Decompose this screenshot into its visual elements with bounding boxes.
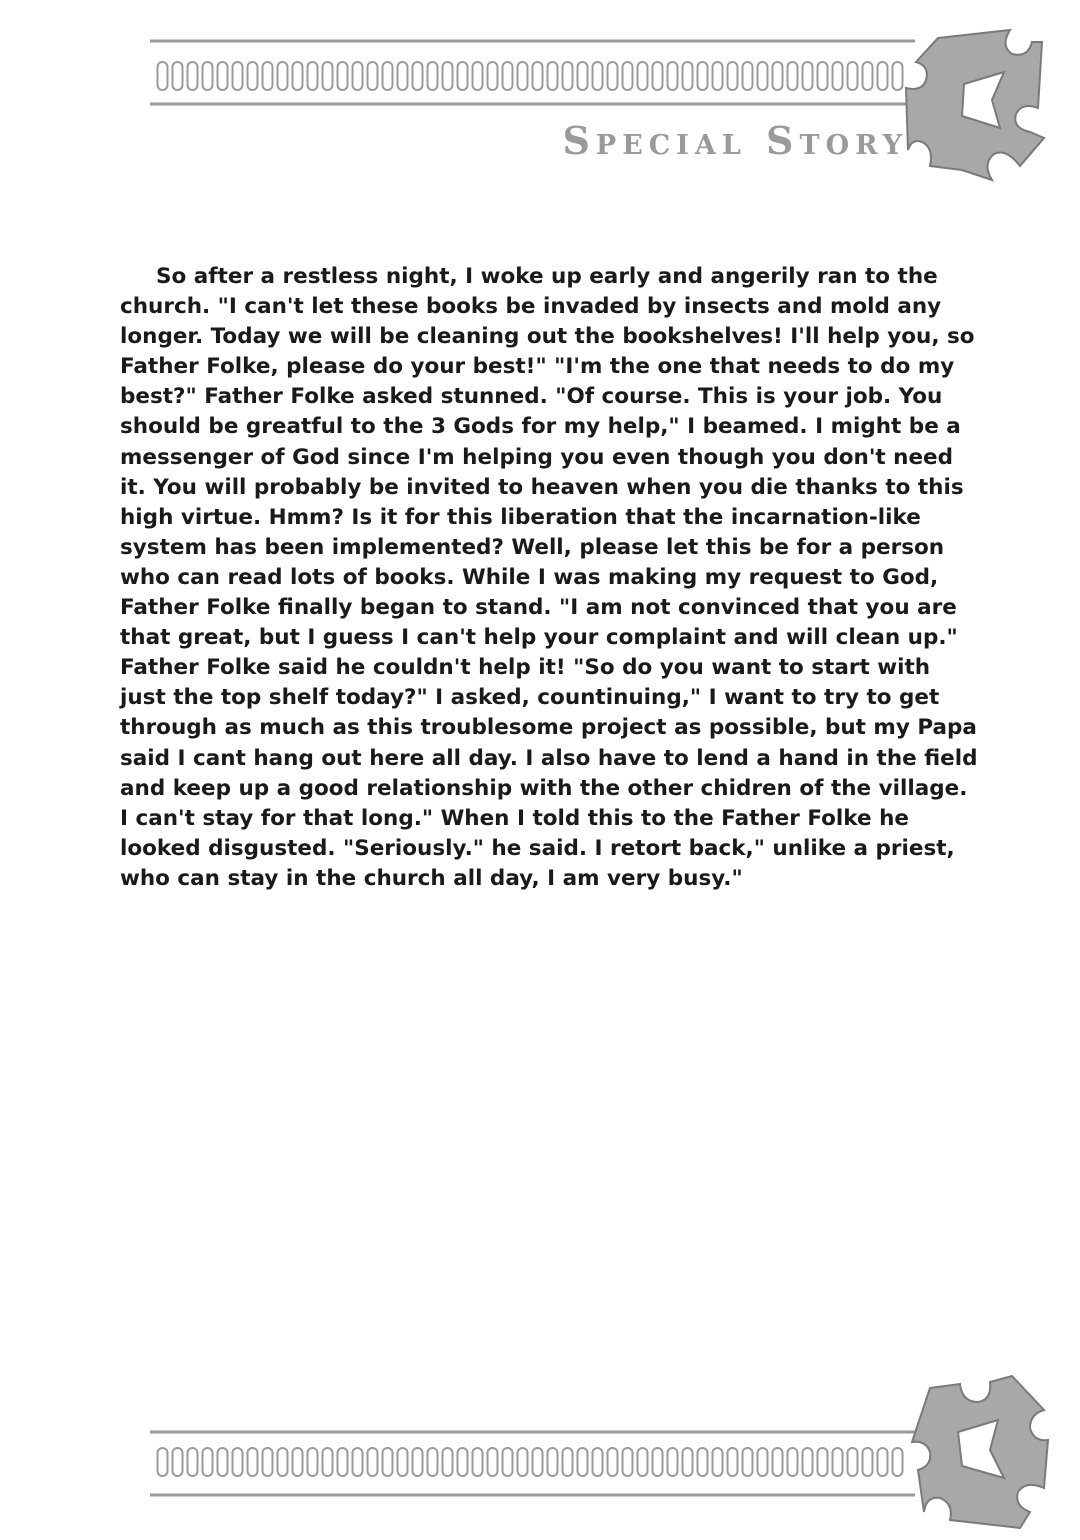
top-chain-border xyxy=(0,28,1080,198)
page-title: Special Story xyxy=(562,118,908,163)
bottom-border-art xyxy=(0,1370,1080,1540)
top-border-art xyxy=(0,28,1080,198)
puzzle-cross-icon xyxy=(912,1376,1048,1528)
bottom-chain-pattern xyxy=(155,1444,905,1480)
puzzle-cross-icon xyxy=(906,30,1044,180)
bottom-chain-border xyxy=(0,1370,1080,1540)
story-paragraph: So after a restless night, I woke up early and angerily ran to the church. "I can't let these books be invaded by insects and mold any longer. Today we will be cleaning out the bookshelves! I'll help you, so Father Folke, please do your best!" "I'm the one that needs to do my best?" Father Folke asked stunned. "Of course. This is your job. You should be greatful to the 3 Gods for my help," I beamed. I might be a messenger of God since I'm helping you even though you don't need it. You will probably be invited to heaven when you die thanks to this high virtue. Hmm? Is it for this liberation that the incarnation-like system has been implemented? Well, please let this be for a person who can read lots of books. While I was making my request to God, Father Folke finally began to stand. "I am not convinced that you are that great, but I guess I can't help your complaint and will clean up." Father Folke said he couldn't help it! "So do you want to start with just the top shelf today?" I asked, countinuing," I want to try to get through as much as this troublesome project as possible, but my Papa said I cant hang out here all day. I also have to lend a hand in the field and keep up a good relationship with the other chidren of the village. I can't stay for that long." When I told this to the Father Folke he looked disgusted. "Seriously." he said. I retort back," unlike a priest, who can stay in the church all day, I am very busy." xyxy=(120,264,978,891)
top-chain-pattern xyxy=(155,58,905,94)
